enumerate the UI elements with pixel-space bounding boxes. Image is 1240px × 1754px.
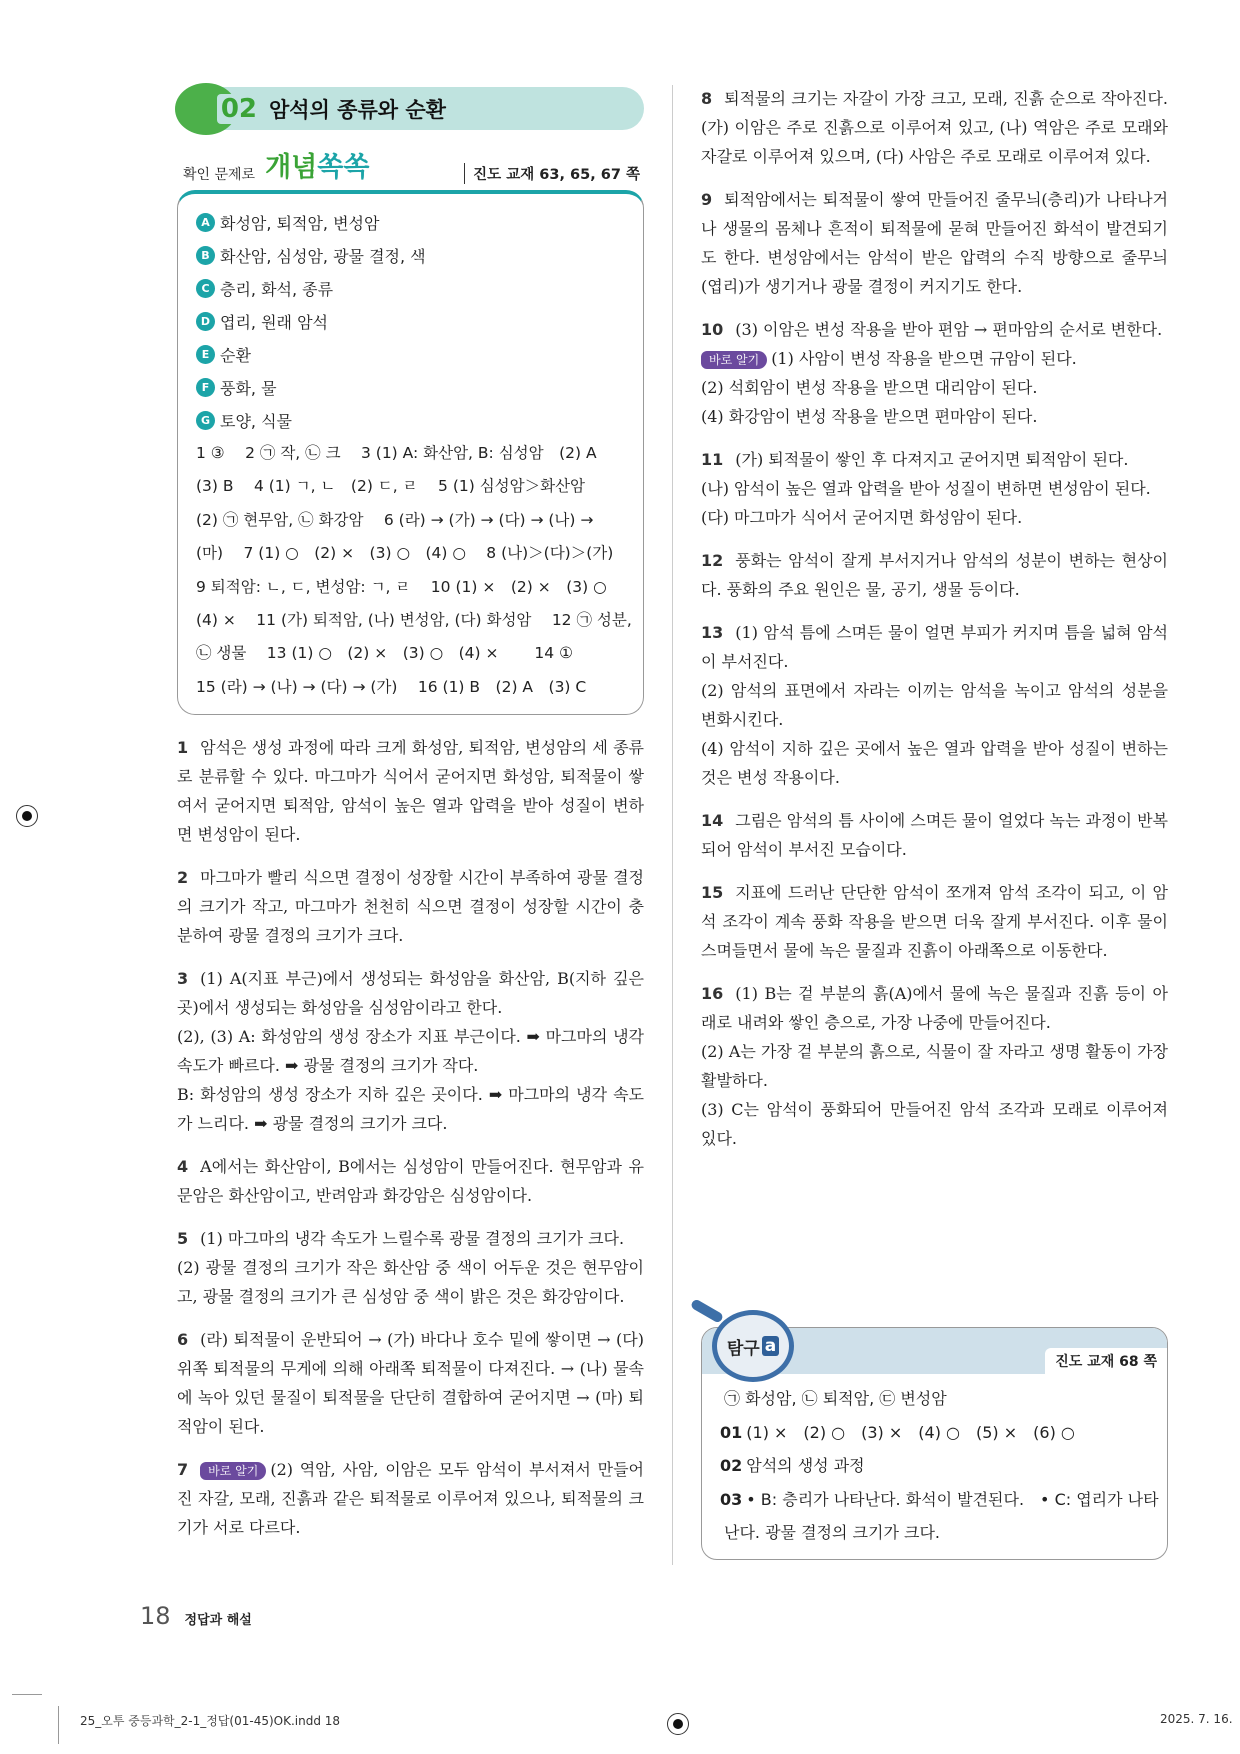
item-text: (1) A(지표 부근)에서 생성되는 화성암을 화산암, B(지하 깊은 곳)에서 생성되는 화성암을 심성암이라고 한다. <box>177 969 644 1018</box>
item-number: 2 <box>177 868 189 888</box>
item-line: (2), (3) A: 화성암의 생성 장소가 지표 부근이다. ➡ 마그마의 냉각 속도가 빠르다. ➡ 광물 결정의 크기가 작다. <box>177 1027 644 1076</box>
key-text: 엽리, 원래 암석 <box>220 313 328 332</box>
inquiry-answer-line <box>720 1449 1149 1483</box>
quick-check-tag: 바로 알기 <box>200 1462 266 1480</box>
inquiry-item-number: 01 <box>720 1422 743 1442</box>
item-number: 16 <box>701 984 724 1003</box>
key-badge: B <box>196 246 215 265</box>
explanation-item <box>701 445 1168 532</box>
unit-header <box>177 87 644 130</box>
concept-box <box>177 190 644 715</box>
page-number: 18 <box>140 1602 171 1630</box>
concept-key-item <box>196 338 625 371</box>
crop-mark <box>12 1694 42 1695</box>
inquiry-item-text: • B: 층리가 나타난다. 화석이 발견된다. • C: 엽리가 나타 <box>746 1489 1159 1509</box>
item-number: 1 <box>177 738 189 758</box>
inquiry-item-number: 03 <box>720 1489 743 1509</box>
concept-prefix: 확인 문제로 <box>183 167 256 183</box>
item-number: 13 <box>701 623 724 642</box>
explanation-item <box>177 1152 644 1210</box>
item-text: (가) 퇴적물이 쌓인 후 다져지고 굳어지면 퇴적암이 된다. <box>735 450 1129 469</box>
explanation-item <box>177 863 644 950</box>
concept-key-item <box>196 404 625 437</box>
concept-key-item <box>196 206 625 239</box>
page-footer <box>140 1602 252 1630</box>
item-text: 퇴적암에서는 퇴적물이 쌓여 만들어진 줄무늬(층리)가 나타나거나 생물의 몸체나 흔적이 퇴적물에 묻혀 만들어진 화석이 발견되기도 한다. 변성암에서는 암석이 받은 압력의 수직 방향으로 줄무늬(엽리)가 생기거나 광물 결정이 커지기도 한다. <box>701 190 1168 296</box>
item-number: 8 <box>701 89 713 108</box>
item-line: (2) 석회암이 변성 작용을 받으면 대리암이 된다. <box>701 378 1038 397</box>
answer-line: (2) ㉠ 현무암, ㉡ 화강암 6 (라) → (가) → (다) → (나) → <box>196 510 594 529</box>
explanation-item <box>177 1325 644 1441</box>
right-column <box>701 84 1168 1153</box>
explanation-item <box>701 315 1168 431</box>
item-line: B: 화성암의 생성 장소가 지하 깊은 곳이다. ➡ 마그마의 냉각 속도가 느리다. ➡ 광물 결정의 크기가 크다. <box>177 1085 644 1134</box>
item-text: (1) 마그마의 냉각 속도가 느릴수록 광물 결정의 크기가 크다. <box>200 1229 625 1249</box>
concept-key-item <box>196 272 625 305</box>
explanation-item <box>701 806 1168 864</box>
inquiry-item-number: 02 <box>720 1456 743 1475</box>
item-line: (2) A는 가장 겉 부분의 흙으로, 식물이 잘 자라고 생명 활동이 가장 활발하다. <box>701 1042 1168 1090</box>
answer-line: 9 퇴적암: ㄴ, ㄷ, 변성암: ㄱ, ㄹ 10 (1) × (2) × (3) ○ <box>196 577 607 596</box>
item-text: (3) 이암은 변성 작용을 받아 편암 → 편마암의 순서로 변한다. <box>735 320 1163 339</box>
key-badge: F <box>196 378 215 397</box>
item-text: (2) 역암, 사암, 이암은 모두 암석이 부서져서 만들어진 자갈, 모래, 진흙과 같은 퇴적물로 이루어져 있으나, 퇴적물의 크기가 서로 다르다. <box>177 1460 644 1538</box>
explanation-item <box>701 979 1168 1153</box>
explanation-item <box>177 964 644 1138</box>
item-number: 10 <box>701 320 724 339</box>
key-text: 순환 <box>220 346 251 365</box>
explanation-item <box>177 1455 644 1542</box>
explanation-item <box>177 1224 644 1311</box>
crop-mark <box>58 1706 59 1744</box>
inquiry-box <box>701 1327 1168 1560</box>
item-text: A에서는 화산암이, B에서는 심성암이 만들어진다. 현무암과 유문암은 화산암이고, 반려암과 화강암은 심성암이다. <box>177 1157 644 1206</box>
item-line: (4) 암석이 지하 깊은 곳에서 높은 열과 압력을 받아 성질이 변하는 것은 변성 작용이다. <box>701 739 1168 787</box>
key-badge: C <box>196 279 215 298</box>
inquiry-page-ref: 진도 교재 68 쪽 <box>1045 1348 1167 1374</box>
answer-line: 1 ③ 2 ㉠ 작, ㉡ 크 3 (1) A: 화산암, B: 심성암 (2) A <box>196 444 597 462</box>
item-number: 3 <box>177 969 189 989</box>
inquiry-answer-line <box>720 1382 1149 1416</box>
item-number: 14 <box>701 811 724 830</box>
answer-line: 15 (라) → (나) → (다) → (가) 16 (1) B (2) A (3) C <box>196 677 587 696</box>
item-text: 암석은 생성 과정에 따라 크게 화성암, 퇴적암, 변성암의 세 종류로 분류할 수 있다. 마그마가 식어서 굳어지면 화성암, 퇴적물이 쌓여서 굳어지면 퇴적암, 암석이 높은 열과 압력을 받아 성질이 변하면 변성암이 된다. <box>177 738 644 845</box>
concept-key-item <box>196 305 625 338</box>
quick-check-tag: 바로 알기 <box>701 351 767 369</box>
inquiry-header <box>702 1328 1167 1374</box>
item-line: (4) 화강암이 변성 작용을 받으면 편마암이 된다. <box>701 407 1038 426</box>
item-text: (1) 암석 틈에 스며든 물이 얼면 부피가 커지며 틈을 넓혀 암석이 부서진다. <box>701 623 1168 671</box>
item-text: 마그마가 빨리 식으면 결정이 성장할 시간이 부족하여 광물 결정의 크기가 작고, 마그마가 천천히 식으면 결정이 성장할 시간이 충분하여 광물 결정의 크기가 크다. <box>177 868 644 946</box>
concept-heading <box>177 144 644 184</box>
explanation-item <box>701 185 1168 301</box>
item-line <box>701 344 1168 373</box>
item-number: 15 <box>701 883 724 902</box>
item-text: 풍화는 암석이 잘게 부서지거나 암석의 성분이 변하는 현상이다. 풍화의 주요 원인은 물, 공기, 생물 등이다. <box>701 551 1168 599</box>
item-text: 퇴적물의 크기는 자갈이 가장 크고, 모래, 진흙 순으로 작아진다. (가) 이암은 주로 진흙으로 이루어져 있고, (나) 역암은 주로 모래와 자갈로 이루어져 있으며, (다) 사암은 주로 모래로 이루어져 있다. <box>701 89 1168 166</box>
inquiry-item-text: (1) × (2) ○ (3) × (4) ○ (5) × (6) ○ <box>746 1422 1075 1442</box>
inquiry-answer-line <box>720 1483 1159 1517</box>
item-line: (다) 마그마가 식어서 굳어지면 화성암이 된다. <box>701 508 1023 527</box>
key-badge: G <box>196 411 215 430</box>
key-text: 층리, 화석, 종류 <box>220 280 334 299</box>
item-number: 7 <box>177 1460 189 1480</box>
inquiry-item-text: ㉠ 화성암, ㉡ 퇴적암, ㉢ 변성암 <box>724 1389 947 1408</box>
left-column <box>177 87 644 1542</box>
page-section-label: 정답과 해설 <box>184 1613 252 1628</box>
concept-page-ref: 진도 교재 63, 65, 67 쪽 <box>464 163 640 184</box>
item-number: 9 <box>701 190 713 209</box>
registration-mark-icon <box>16 805 38 827</box>
item-text: 지표에 드러난 단단한 암석이 쪼개져 암석 조각이 되고, 이 암석 조각이 계속 풍화 작용을 받으면 더욱 잘게 부서진다. 이후 물이 스며들면서 물에 녹은 물질과 진흙이 아래쪽으로 이동한다. <box>701 883 1168 960</box>
key-badge: E <box>196 345 215 364</box>
item-text: (라) 퇴적물이 운반되어 → (가) 바다나 호수 밑에 쌓이면 → (다) 위쪽 퇴적물의 무게에 의해 아래쪽 퇴적물이 다져진다. → (나) 물속에 녹아 있던 물질이 퇴적물을 단단히 결합하여 굳어지면 → (마) 퇴적암이 된다. <box>177 1330 644 1437</box>
unit-number-badge: 02 <box>175 83 237 135</box>
explanation-item <box>701 878 1168 965</box>
item-line: (나) 암석이 높은 열과 압력을 받아 성질이 변하면 변성암이 된다. <box>701 479 1151 498</box>
item-text: (1) B는 겉 부분의 흙(A)에서 물에 녹은 물질과 진흙 등이 아래로 내려와 쌓인 층으로, 가장 나중에 만들어진다. <box>701 984 1168 1032</box>
print-slug: 25_오투 중등과학_2-1_정답(01-45)OK.indd 18 <box>80 1714 341 1728</box>
item-number: 4 <box>177 1157 189 1177</box>
item-number: 12 <box>701 551 724 570</box>
unit-title: 암석의 종류와 순환 <box>269 97 446 122</box>
item-line: (2) 광물 결정의 크기가 작은 화산암 중 색이 어두운 것은 현무암이고, 광물 결정의 크기가 큰 심성암 중 색이 밝은 것은 화강암이다. <box>177 1258 644 1307</box>
inquiry-item-text: 암석의 생성 과정 <box>746 1456 865 1475</box>
item-number: 6 <box>177 1330 189 1350</box>
inquiry-answer-line <box>720 1416 1149 1450</box>
key-text: 화성암, 퇴적암, 변성암 <box>220 214 380 233</box>
explanation-item <box>701 618 1168 792</box>
key-badge: A <box>196 213 215 232</box>
explanation-item <box>701 84 1168 171</box>
answer-line: (4) × 11 (가) 퇴적암, (나) 변성암, (다) 화성암 12 ㉠ 성분, <box>196 611 632 630</box>
item-number: 11 <box>701 450 724 469</box>
answer-line: ㉡ 생물 13 (1) ○ (2) × (3) ○ (4) × 14 ① <box>196 644 573 663</box>
key-text: 화산암, 심성암, 광물 결정, 색 <box>220 247 426 266</box>
magnifier-icon: 탐구 a <box>712 1310 794 1382</box>
answer-line: (마) 7 (1) ○ (2) × (3) ○ (4) ○ 8 (나)＞(다)＞(가) <box>196 544 614 563</box>
inquiry-item-text: 난다. 광물 결정의 크기가 크다. <box>724 1523 940 1542</box>
item-line: (2) 암석의 표면에서 자라는 이끼는 암석을 녹이고 암석의 성분을 변화시킨다. <box>701 681 1168 729</box>
item-text: 그림은 암석의 틈 사이에 스며든 물이 얼었다 녹는 과정이 반복되어 암석이 부서진 모습이다. <box>701 811 1168 859</box>
key-badge: D <box>196 312 215 331</box>
concept-key-item <box>196 239 625 272</box>
magnifier-handle-icon <box>690 1298 724 1324</box>
explanation-item <box>701 546 1168 604</box>
item-text: (1) 사암이 변성 작용을 받으면 규암이 된다. <box>771 349 1077 368</box>
column-divider <box>672 85 673 1565</box>
explanation-item <box>177 733 644 849</box>
registration-mark-icon <box>667 1713 689 1735</box>
concept-logo: 개념쏙쏙 <box>265 152 370 183</box>
concept-key-item <box>196 371 625 404</box>
print-date: 2025. 7. 16. <box>1160 1712 1233 1726</box>
key-text: 풍화, 물 <box>220 379 277 398</box>
inquiry-answer-line <box>720 1516 1149 1550</box>
answer-line: (3) B 4 (1) ㄱ, ㄴ (2) ㄷ, ㄹ 5 (1) 심성암＞화산암 <box>196 477 586 496</box>
item-line: (3) C는 암석이 풍화되어 만들어진 암석 조각과 모래로 이루어져 있다. <box>701 1100 1168 1148</box>
key-text: 토양, 식물 <box>220 412 292 431</box>
item-number: 5 <box>177 1229 189 1249</box>
